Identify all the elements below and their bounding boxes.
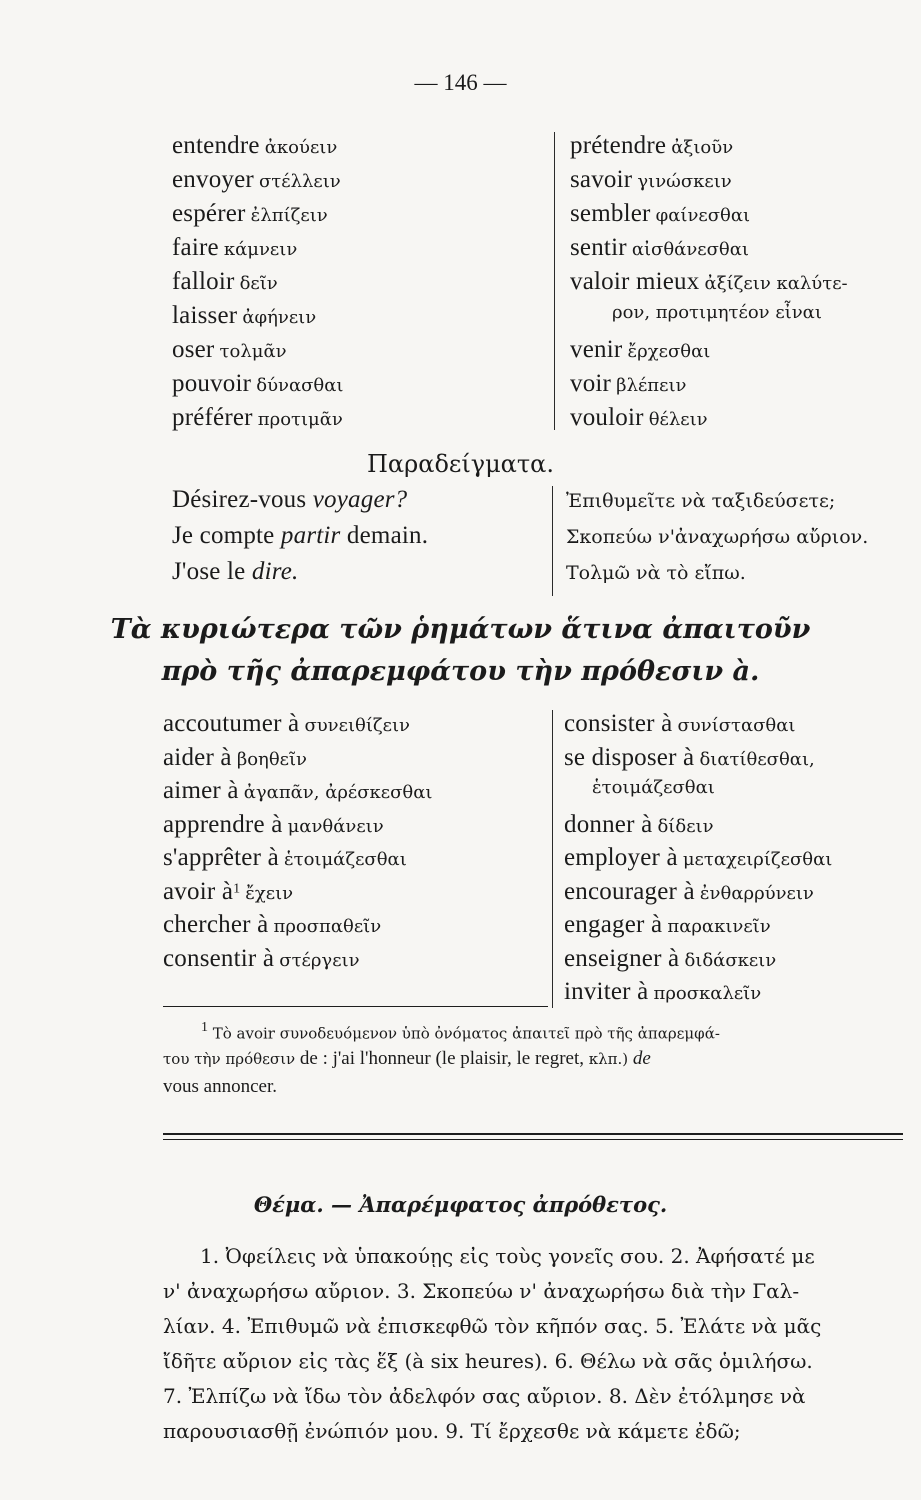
footnote-italic-de: de bbox=[632, 1048, 651, 1069]
french-verb: aimer à bbox=[163, 777, 239, 804]
greek-translation: συνειθίζειν bbox=[304, 715, 410, 736]
greek-translation: προσπαθεῖν bbox=[273, 916, 382, 937]
greek-translation: δύνασθαι bbox=[256, 375, 344, 396]
example-french bbox=[172, 486, 407, 514]
greek-translation: ἀξιοῦν bbox=[671, 137, 734, 158]
french-verb: consentir à bbox=[163, 944, 275, 972]
verb-list-2-left-row bbox=[163, 744, 307, 772]
verb-list-1-left-row bbox=[172, 166, 341, 194]
verb-list-1-right-row bbox=[612, 302, 822, 323]
french-verb: avoir à bbox=[163, 877, 234, 905]
greek-translation: θέλειν bbox=[648, 409, 708, 430]
exercise-line: ν' ἀναχωρήσω αὔριον. 3. Σκοπεύω ν' ἀναχωρήσω διὰ τὴν Γαλ- bbox=[163, 1279, 800, 1303]
greek-translation: κάμνειν bbox=[223, 239, 298, 260]
footnote-greek-1: Τὸ avoir συνοδευόμενον ὑπὸ ὀνόματος ἀπαιτεῖ πρὸ τῆς ἀπαρεμφά- bbox=[212, 1024, 720, 1043]
french-verb: voir bbox=[570, 370, 612, 397]
verb-list-2-left-row bbox=[163, 878, 293, 906]
french-verb: vouloir bbox=[570, 404, 644, 431]
verb-list-1-left-row bbox=[172, 268, 278, 296]
section-heading-line-1: Τὰ κυριώτερα τῶν ῥημάτων ἅτινα ἀπαιτοῦν bbox=[110, 614, 811, 645]
example-french-italic: partir bbox=[280, 522, 341, 549]
verb-list-1-right-row bbox=[570, 234, 749, 262]
french-verb: engager à bbox=[564, 911, 663, 938]
verb-list-2-right-row bbox=[592, 777, 715, 798]
verb-list-1-right-row bbox=[570, 268, 848, 296]
french-verb: pouvoir bbox=[172, 370, 252, 397]
verb-list-2-right-row bbox=[564, 911, 771, 939]
verb-list-2-right-row bbox=[564, 844, 832, 872]
footnote-line-3 bbox=[163, 1076, 277, 1098]
french-verb: espérer bbox=[172, 200, 246, 227]
verb-list-2-left-row bbox=[163, 811, 384, 839]
column-divider-2 bbox=[552, 710, 553, 1008]
footnote-line-2 bbox=[163, 1048, 651, 1070]
french-verb: accoutumer à bbox=[163, 710, 300, 737]
verb-list-1-right-row bbox=[570, 132, 733, 160]
greek-translation: ἐλπίζειν bbox=[250, 205, 328, 226]
example-french-italic: voyager? bbox=[312, 486, 408, 513]
verb-list-1-left-row bbox=[172, 200, 328, 228]
example-french-italic: dire. bbox=[251, 558, 299, 585]
greek-translation: προτιμᾶν bbox=[257, 409, 343, 430]
greek-translation: δεῖν bbox=[239, 273, 278, 294]
greek-translation: ἔρχεσθαι bbox=[627, 341, 711, 362]
french-verb: envoyer bbox=[172, 166, 254, 193]
column-divider-1 bbox=[554, 132, 555, 430]
french-verb: venir bbox=[570, 336, 623, 363]
page-number: — 146 — bbox=[414, 70, 507, 95]
greek-translation: στέλλειν bbox=[259, 171, 341, 192]
greek-translation: αἰσθάνεσθαι bbox=[631, 239, 749, 260]
greek-translation: παρακινεῖν bbox=[667, 916, 771, 937]
french-verb: donner à bbox=[564, 810, 653, 838]
french-verb: valoir mieux bbox=[570, 268, 700, 295]
french-verb: se disposer à bbox=[564, 743, 695, 771]
greek-translation: ἀγαπᾶν, ἀρέσκεσθαι bbox=[243, 782, 433, 803]
exercise-line: παρουσιασθῇ ἐνώπιόν μου. 9. Τί ἔρχεσθε νὰ κάμετε ἐδῶ; bbox=[163, 1419, 741, 1443]
french-verb: employer à bbox=[564, 844, 678, 871]
example-french-pre: J'ose le bbox=[172, 558, 252, 585]
french-verb: entendre bbox=[172, 132, 260, 159]
example-french-post: demain. bbox=[340, 522, 429, 549]
verb-list-1-left-row bbox=[172, 404, 343, 432]
greek-translation: βοηθεῖν bbox=[236, 748, 308, 770]
french-verb: enseigner à bbox=[564, 944, 680, 972]
exercise-line: ἴδῆτε αὔριον εἰς τὰς ἕξ (à six heures). 6. Θέλω νὰ σᾶς ὁμιλήσω. bbox=[163, 1349, 813, 1373]
verb-list-2-left-row bbox=[163, 777, 432, 805]
greek-translation: στέργειν bbox=[279, 949, 360, 971]
verb-list-2-left-row bbox=[163, 710, 410, 738]
greek-translation: διατίθεσθαι, bbox=[699, 748, 815, 770]
verb-list-2-left-row bbox=[163, 844, 407, 872]
section-heading-line-2: πρὸ τῆς ἀπαρεμφάτου τὴν πρόθεσιν à. bbox=[161, 656, 760, 687]
greek-translation: ἔχειν bbox=[245, 882, 294, 904]
verb-list-1-right-row bbox=[570, 336, 710, 364]
example-french bbox=[172, 558, 299, 586]
greek-translation: ἑτοιμάζεσθαι bbox=[592, 777, 715, 798]
exercise-line: λίαν. 4. Ἐπιθυμῶ νὰ ἐπισκεφθῶ τὸν κῆπόν σας. 5. Ἐλάτε νὰ μᾶς bbox=[163, 1314, 822, 1338]
examples-heading: Παραδείγματα. bbox=[366, 450, 554, 478]
greek-translation: μεταχειρίζεσθαι bbox=[682, 849, 833, 870]
verb-list-1-left-row bbox=[172, 336, 287, 364]
french-verb: sembler bbox=[570, 200, 651, 227]
french-verb: consister à bbox=[564, 710, 673, 737]
example-french-pre: Désirez-vous bbox=[172, 486, 313, 513]
greek-translation: ρον, προτιμητέον εἶναι bbox=[612, 302, 822, 323]
greek-translation: προσκαλεῖν bbox=[653, 983, 762, 1004]
greek-translation: ἐνθαρρύνειν bbox=[699, 882, 814, 904]
greek-translation: συνίστασθαι bbox=[677, 715, 796, 736]
footnote-line-1 bbox=[201, 1020, 720, 1044]
french-verb: préférer bbox=[172, 404, 253, 431]
french-verb: s'apprêter à bbox=[163, 844, 279, 871]
footnote-mark: 1 bbox=[201, 1020, 208, 1035]
verb-list-1-left-row bbox=[172, 302, 316, 330]
verb-list-1-left-row bbox=[172, 132, 337, 160]
exercise-line: 7. Ἐλπίζω νὰ ἴδω τὸν ἀδελφόν σας αὔριον. 8. Δὲν ἐτόλμησε νὰ bbox=[163, 1384, 806, 1408]
verb-list-2-right-row bbox=[564, 710, 795, 738]
example-greek: Σκοπεύω ν'ἀναχωρήσω αὔριον. bbox=[566, 526, 869, 548]
greek-translation: ἑτοιμάζεσθαι bbox=[283, 849, 407, 870]
greek-translation: δίδειν bbox=[657, 815, 714, 837]
french-verb: laisser bbox=[172, 302, 238, 329]
section-rule-top bbox=[163, 1133, 903, 1135]
verb-list-1-right-row bbox=[570, 200, 750, 228]
verb-list-2-right-row bbox=[564, 811, 714, 839]
footnote-rule bbox=[163, 1006, 548, 1007]
french-verb: oser bbox=[172, 336, 215, 363]
footnote-french-3: vous annoncer. bbox=[163, 1076, 277, 1097]
greek-translation: διδάσκειν bbox=[684, 949, 777, 971]
french-verb: savoir bbox=[570, 166, 633, 193]
example-greek: Τολμῶ νὰ τὸ εἴπω. bbox=[566, 562, 746, 584]
section-rule-bottom bbox=[163, 1139, 903, 1140]
footnote-french-2: de : j'ai l'honneur (le plaisir, le regret, bbox=[299, 1048, 585, 1069]
greek-translation: ἀξίζειν καλύτε- bbox=[704, 273, 848, 294]
greek-translation: ἀκούειν bbox=[264, 137, 338, 158]
verb-list-2-right-row bbox=[564, 978, 761, 1006]
greek-translation: ἀφήνειν bbox=[242, 307, 317, 328]
examples-divider bbox=[552, 486, 553, 596]
greek-translation: τολμᾶν bbox=[219, 341, 287, 362]
verb-list-2-right-row bbox=[564, 744, 815, 772]
exercise-line: 1. Ὀφείλεις νὰ ὑπακούῃς εἰς τοὺς γονεῖς σου. 2. Ἀφήσατέ με bbox=[200, 1244, 815, 1268]
verb-list-2-right-row bbox=[564, 945, 776, 973]
verb-list-2-left-row bbox=[163, 945, 360, 973]
example-greek: Ἐπιθυμεῖτε νὰ ταξιδεύσετε; bbox=[566, 490, 836, 512]
footnote-ref: 1 bbox=[233, 881, 241, 897]
verb-list-2-right-row bbox=[564, 878, 814, 906]
french-verb: inviter à bbox=[564, 978, 649, 1005]
exercise-heading: Θέμα. — Ἀπαρέμφατος ἀπρόθετος. bbox=[253, 1192, 668, 1217]
french-verb: faire bbox=[172, 234, 219, 261]
footnote-greek-2b: κλπ.) bbox=[588, 1050, 629, 1068]
french-verb: sentir bbox=[570, 234, 627, 261]
french-verb: prétendre bbox=[570, 132, 667, 159]
greek-translation: βλέπειν bbox=[616, 375, 687, 396]
french-verb: chercher à bbox=[163, 911, 269, 938]
example-french bbox=[172, 522, 428, 550]
verb-list-1-right-row bbox=[570, 404, 708, 432]
verb-list-2-left-row bbox=[163, 911, 381, 939]
verb-list-1-left-row bbox=[172, 234, 297, 262]
greek-translation: μανθάνειν bbox=[287, 815, 384, 837]
french-verb: falloir bbox=[172, 268, 235, 295]
footnote-greek-2a: του τὴν πρόθεσιν bbox=[163, 1050, 296, 1068]
example-french-pre: Je compte bbox=[172, 522, 281, 549]
verb-list-1-right-row bbox=[570, 166, 732, 194]
french-verb: apprendre à bbox=[163, 810, 283, 838]
french-verb: encourager à bbox=[564, 877, 695, 905]
verb-list-1-right-row bbox=[570, 370, 686, 398]
greek-translation: φαίνεσθαι bbox=[655, 205, 751, 226]
greek-translation: γινώσκειν bbox=[637, 171, 732, 192]
verb-list-1-left-row bbox=[172, 370, 343, 398]
french-verb: aider à bbox=[163, 743, 232, 771]
